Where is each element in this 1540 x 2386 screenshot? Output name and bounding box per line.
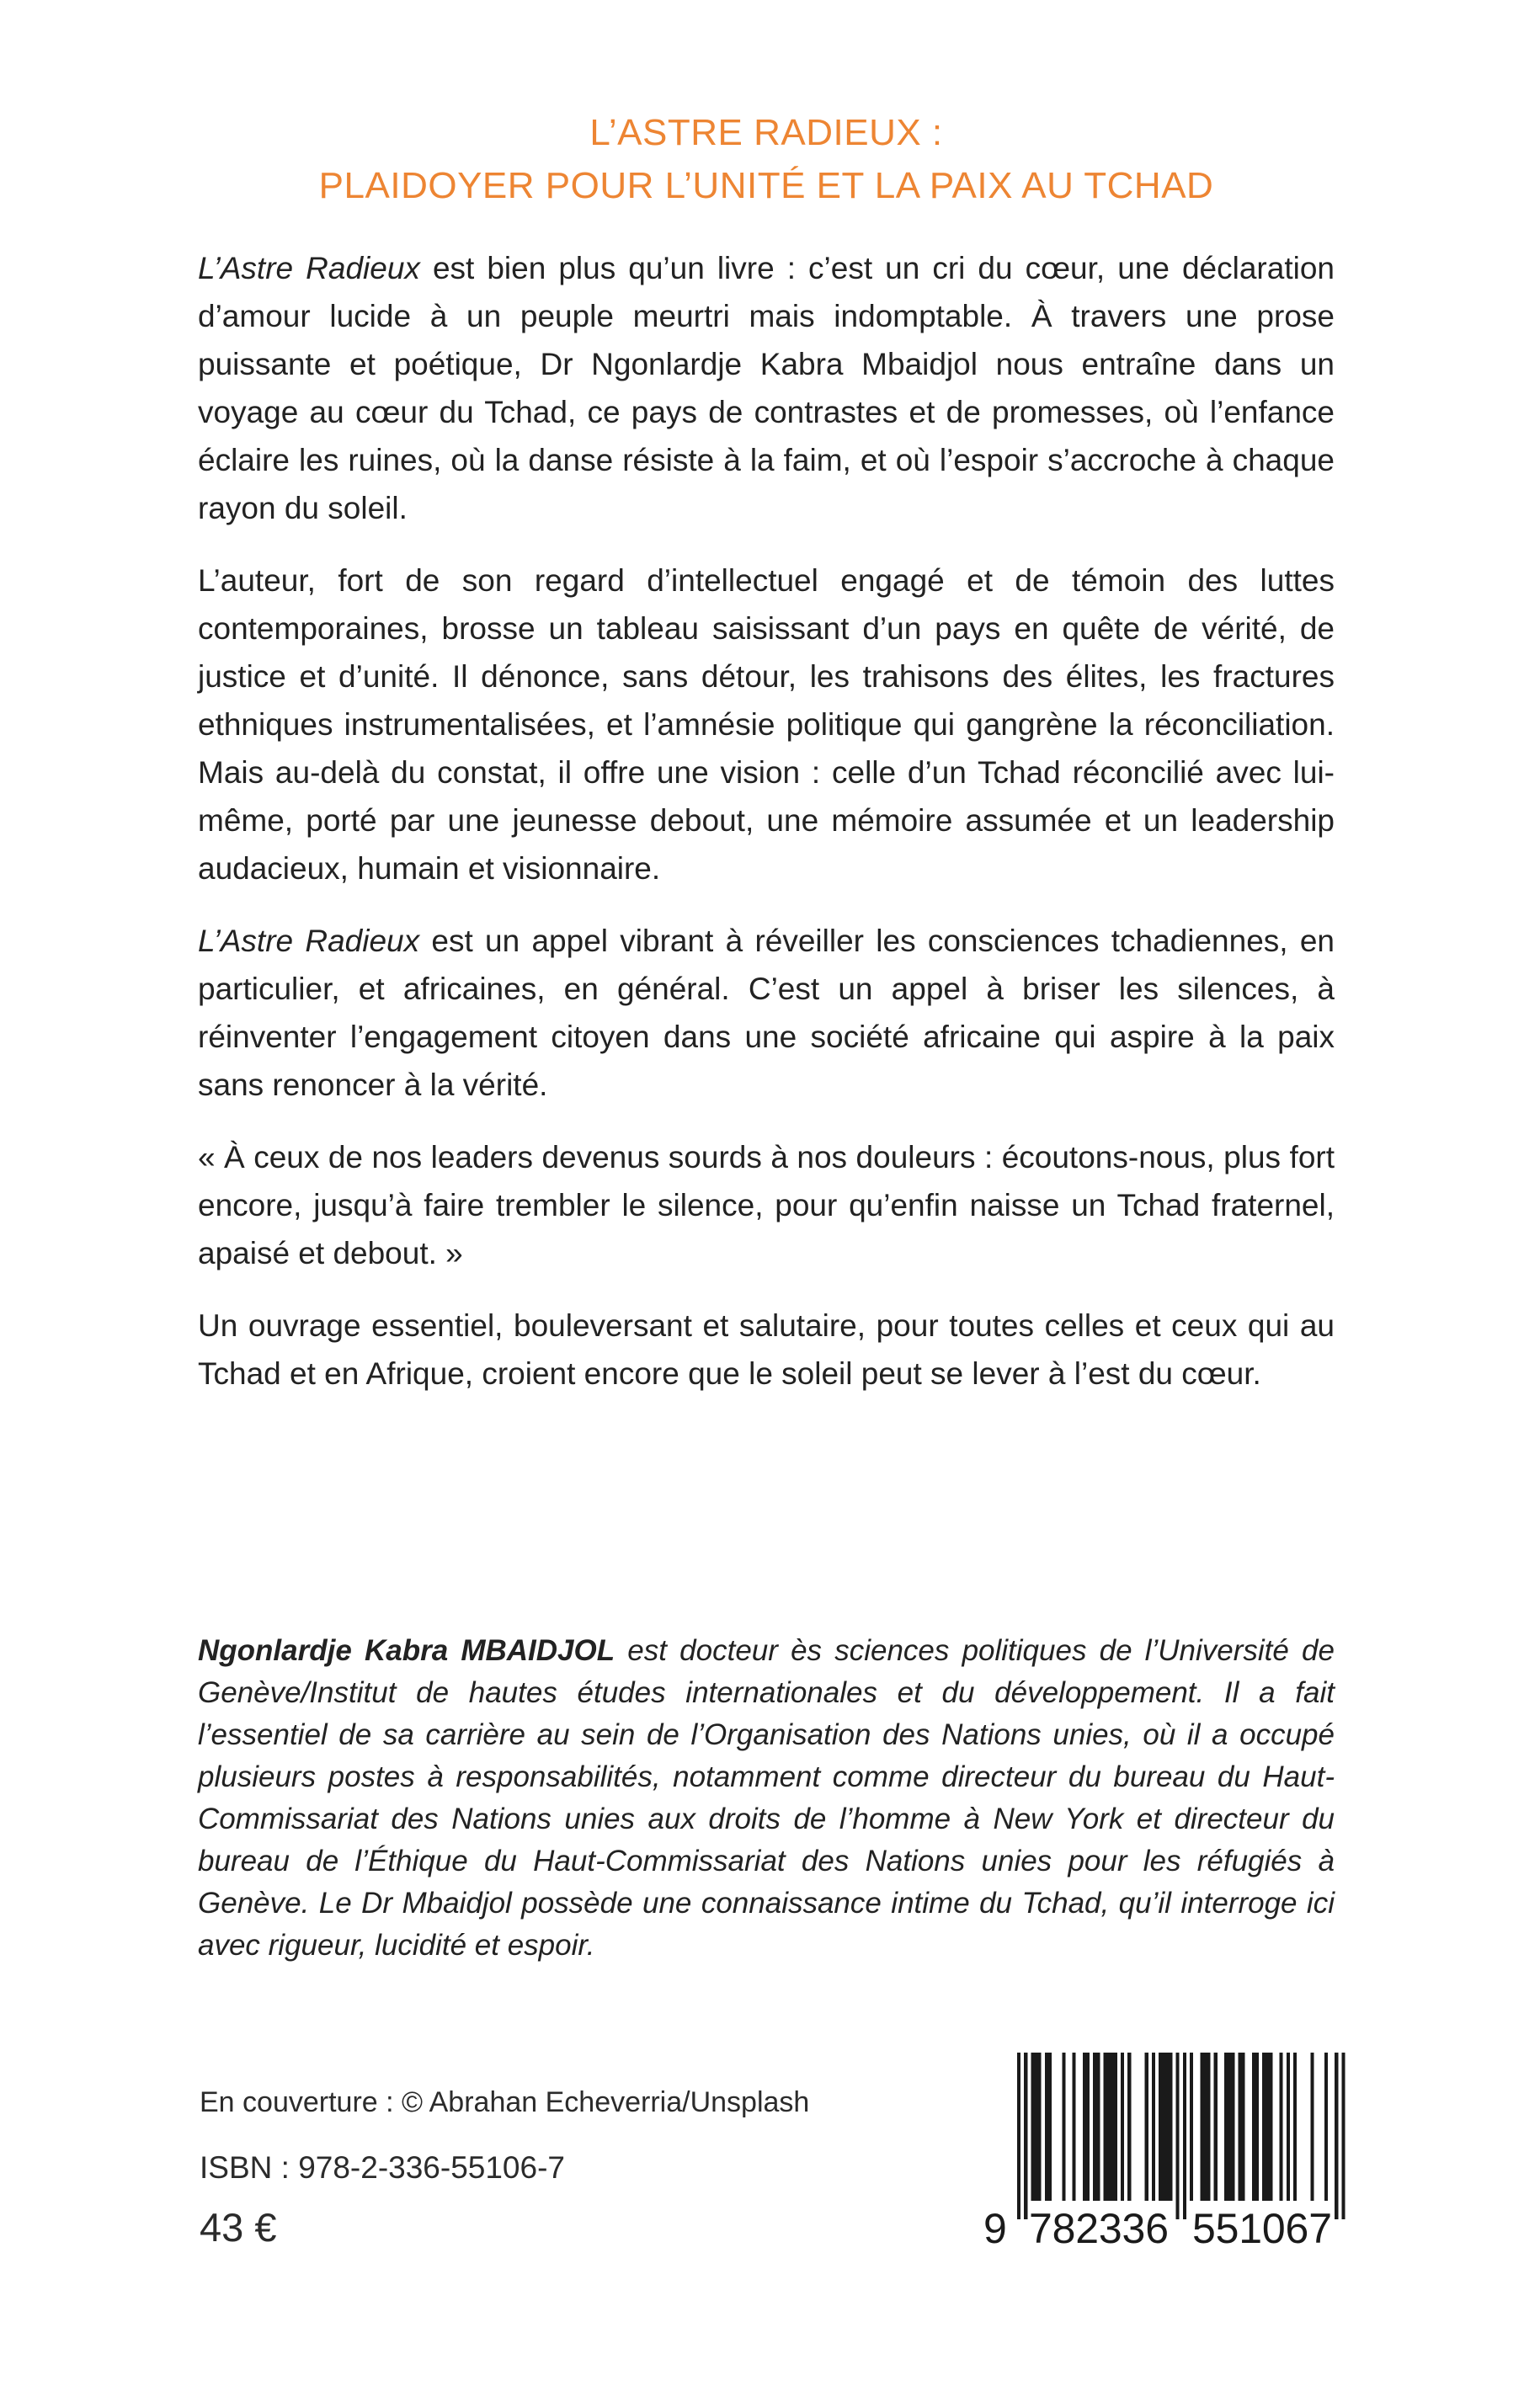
isbn: ISBN : 978-2-336-55106-7 [200,2150,565,2185]
text-segment: Un ouvrage essentiel, bouleversant et salutaire, pour toutes celles et ceux qui au Tchad et en Afrique, croient encore que le soleil peut se lever à l’est du cœur. [198,1308,1335,1391]
text-segment: est docteur ès sciences politiques de l’Université de Genève/Institut de hautes études internationales et du développement. Il a fait l’essentiel de sa carrière au sein de l’Organisation des Nations unies, où il a occupé plusieurs postes à responsabilités, notamment comme directeur du bureau du Haut-Commissariat des Nations unies aux droits de l’homme à New York et directeur du bureau de l’Éthique du Haut-Commissariat des Nations unies pour les réfugiés à Genève. Le Dr Mbaidjol possède une connaissance intime du Tchad, qu’il interroge ici avec rigueur, lucidité et espoir. [198,1634,1335,1962]
synopsis-paragraph [198,917,1335,1109]
synopsis-paragraph [198,1133,1335,1277]
text-segment: est un appel vibrant à réveiller les consciences tchadiennes, en particulier, et africaines, en général. C’est un appel à briser les silences, à réinventer l’engagement citoyen dans une société africaine qui aspire à la paix sans renoncer à la vérité. [198,924,1335,1102]
author-bio [198,1630,1335,1967]
text-segment: L’auteur, fort de son regard d’intellectuel engagé et de témoin des luttes contemporaines, brosse un tableau saisissant d’un pays en quête de vérité, de justice et d’unité. Il dénonce, sans détour, les trahisons des élites, les fractures ethniques instrumentalisées, et l’amnésie politique qui gangrène la réconciliation. Mais au-delà du constat, il offre une vision : celle d’un Tchad réconcilié avec lui-même, porté par une jeunesse debout, une mémoire assumée et un leadership audacieux, humain et visionnaire. [198,563,1335,886]
text-segment: est bien plus qu’un livre : c’est un cri du cœur, une déclaration d’amour lucide à un peuple meurtri mais indomptable. À travers une prose puissante et poétique, Dr Ngonlardje Kabra Mbaidjol nous entraîne dans un voyage au cœur du Tchad, ce pays de contrastes et de promesses, où l’enfance éclaire les ruines, où la danse résiste à la faim, et où l’espoir s’accroche à chaque rayon du soleil. [198,251,1335,525]
synopsis-paragraph [198,1302,1335,1398]
cover-credit: En couverture : © Abrahan Echeverria/Unsplash [200,2086,810,2118]
text-segment: L’Astre Radieux [198,251,420,285]
text-segment: « À ceux de nos leaders devenus sourds à nos douleurs : écoutons-nous, plus fort encore, jusqu’à faire trembler le silence, pour qu’enfin naisse un Tchad fraternel, apaisé et debout. » [198,1140,1335,1270]
book-title [198,106,1335,212]
synopsis-paragraph [198,244,1335,532]
synopsis-paragraph [198,557,1335,892]
text-segment: Ngonlardje Kabra MBAIDJOL [198,1634,615,1667]
svg-text:551067: 551067 [1192,2205,1332,2248]
svg-text:9: 9 [983,2205,1007,2248]
ean13-barcode [978,2053,1352,2248]
text-segment: L’Astre Radieux [198,924,420,958]
title-line-2: PLAIDOYER POUR L’UNITÉ ET LA PAIX AU TCHAD [318,165,1214,206]
svg-text:782336: 782336 [1029,2205,1169,2248]
synopsis [198,244,1335,1422]
title-line-1: L’ASTRE RADIEUX : [589,112,943,153]
price: 43 € [200,2205,277,2250]
